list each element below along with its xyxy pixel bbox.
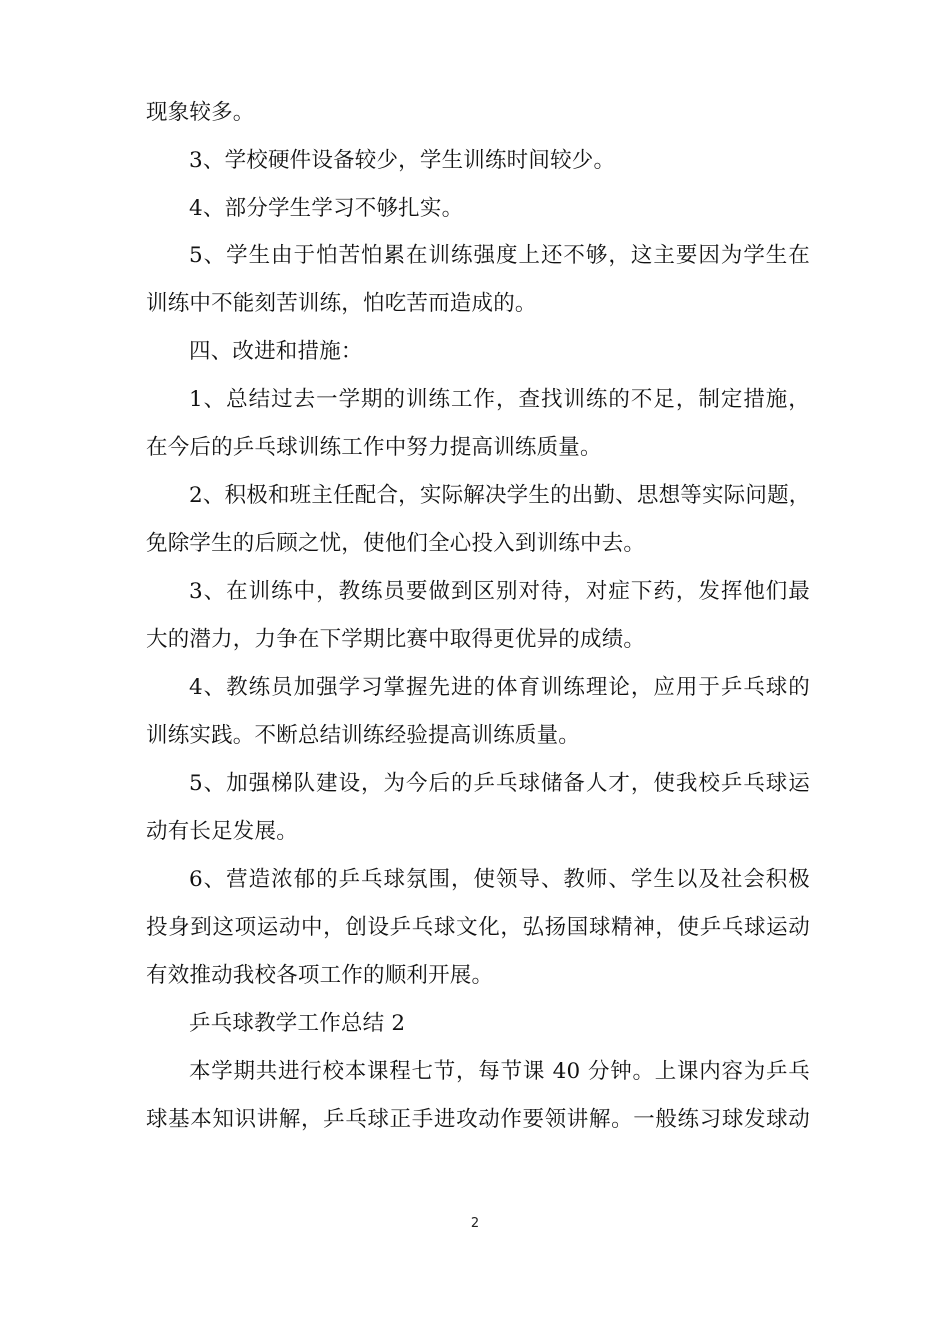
text-line: 大的潜力，力争在下学期比赛中取得更优异的成绩。 <box>146 627 646 652</box>
text-line: 1、总结过去一学期的训练工作，查找训练的不足，制定措施， <box>189 387 810 412</box>
text-line: 3、在训练中，教练员要做到区别对待，对症下药，发挥他们最 <box>189 579 810 604</box>
text-line: 有效推动我校各项工作的顺利开展。 <box>146 963 494 988</box>
text-line: 训练中不能刻苦训练，怕吃苦而造成的。 <box>146 291 537 316</box>
text-line: 免除学生的后顾之忧，使他们全心投入到训练中去。 <box>146 531 646 556</box>
section-title: 乒乓球教学工作总结 2 <box>189 1011 406 1036</box>
text-line: 5、学生由于怕苦怕累在训练强度上还不够，这主要因为学生在 <box>189 243 810 268</box>
text-line: 2、积极和班主任配合，实际解决学生的出勤、思想等实际问题， <box>189 483 811 508</box>
text-line: 4、教练员加强学习掌握先进的体育训练理论，应用于乒乓球的 <box>189 675 810 700</box>
text-line: 训练实践。不断总结训练经验提高训练质量。 <box>146 723 581 748</box>
section-heading: 四、改进和措施： <box>189 339 363 364</box>
text-line: 5、加强梯队建设，为今后的乒乓球储备人才，使我校乒乓球运 <box>189 771 810 796</box>
text-line: 4、部分学生学习不够扎实。 <box>189 196 464 221</box>
text-line: 6、营造浓郁的乒乓球氛围，使领导、教师、学生以及社会积极 <box>189 867 810 892</box>
text-line: 动有长足发展。 <box>146 819 298 844</box>
page-number: 2 <box>470 1216 480 1231</box>
text-line: 球基本知识讲解，乒乓球正手进攻动作要领讲解。一般练习球发球动 <box>146 1107 810 1132</box>
text-line: 现象较多。 <box>146 100 255 125</box>
text-line: 投身到这项运动中，创设乒乓球文化，弘扬国球精神，使乒乓球运动 <box>146 915 810 940</box>
text-line: 本学期共进行校本课程七节，每节课 40 分钟。上课内容为乒乓 <box>189 1059 810 1084</box>
text-line: 在今后的乒乓球训练工作中努力提高训练质量。 <box>146 435 602 460</box>
text-line: 3、学校硬件设备较少，学生训练时间较少。 <box>189 148 616 173</box>
